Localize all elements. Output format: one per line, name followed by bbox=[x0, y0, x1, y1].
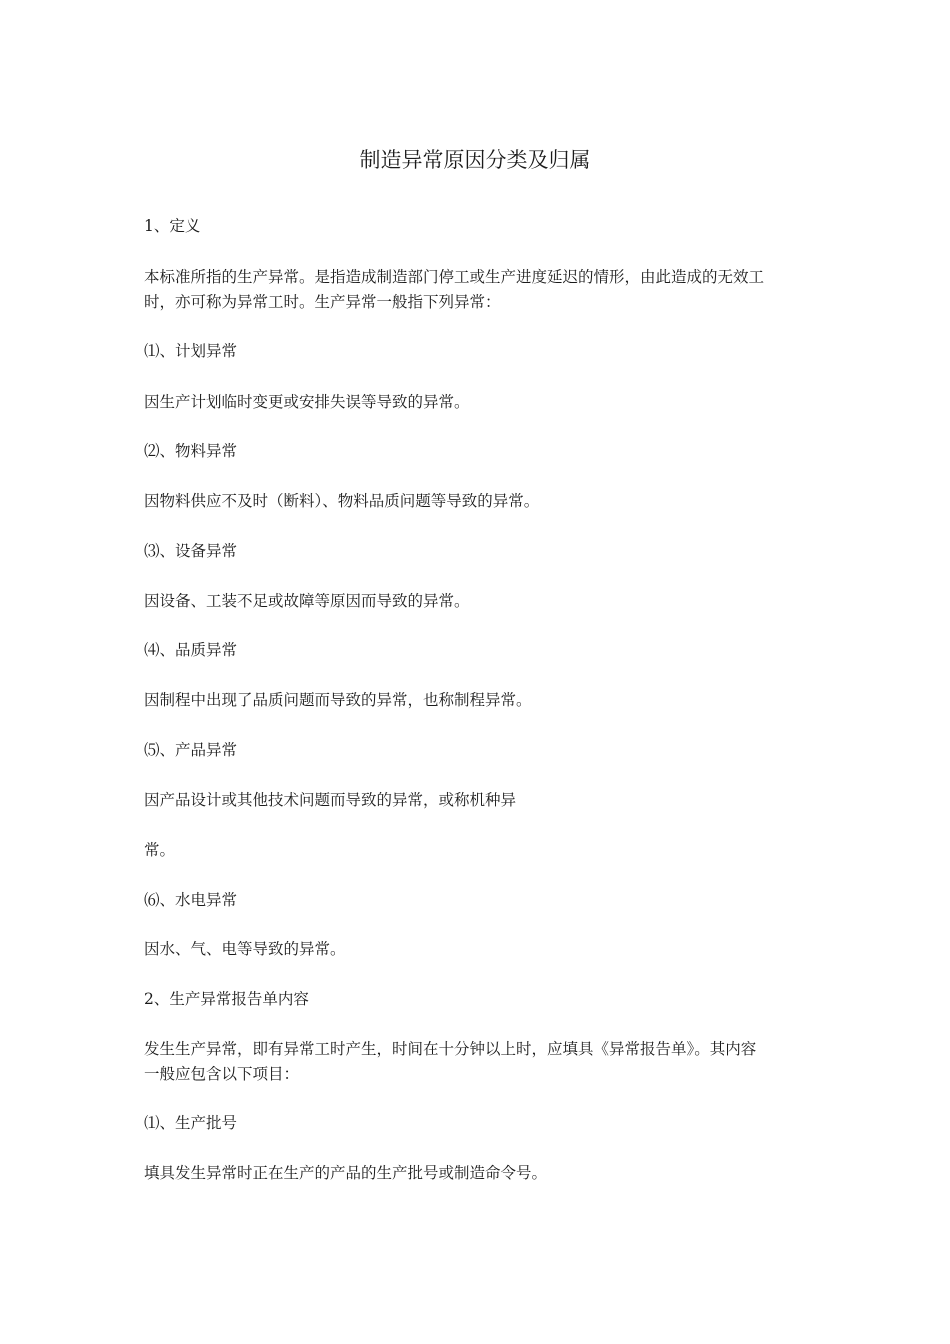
subheading-product-exception: ⑸、产品异常 bbox=[144, 741, 238, 759]
paragraph-line: 填具发生异常时正在生产的产品的生产批号或制造命令号。 bbox=[144, 1164, 548, 1182]
paragraph-line: 本标准所指的生产异常。是指造成制造部门停工或生产进度延迟的情形，由此造成的无效工 bbox=[144, 268, 765, 286]
subheading-material-exception: ⑵、物料异常 bbox=[144, 442, 238, 460]
paragraph-line: 因生产计划临时变更或安排失误等导致的异常。 bbox=[144, 393, 470, 411]
paragraph-line: 发生生产异常，即有异常工时产生，时间在十分钟以上时，应填具《异常报告单》。其内容 bbox=[144, 1040, 757, 1058]
document-title: 制造异常原因分类及归属 bbox=[359, 148, 591, 172]
subheading-equipment-exception: ⑶、设备异常 bbox=[144, 542, 238, 560]
subheading-quality-exception: ⑷、品质异常 bbox=[144, 641, 238, 659]
section-heading-definition: 1、定义 bbox=[144, 217, 201, 235]
paragraph-line: 因水、气、电等导致的异常。 bbox=[144, 940, 346, 958]
subheading-utility-exception: ⑹、水电异常 bbox=[144, 891, 238, 909]
subheading-batch-number: ⑴、生产批号 bbox=[144, 1114, 238, 1132]
paragraph-line: 因物料供应不及时（断料）、物料品质问题等导致的异常。 bbox=[144, 492, 540, 510]
paragraph-line: 一般应包含以下项目： bbox=[144, 1065, 300, 1083]
subheading-plan-exception: ⑴、计划异常 bbox=[144, 342, 238, 360]
paragraph-line: 常。 bbox=[144, 841, 176, 859]
section-heading-report-content: 2、生产异常报告单内容 bbox=[144, 990, 309, 1008]
paragraph-line: 因制程中出现了品质问题而导致的异常，也称制程异常。 bbox=[144, 691, 532, 709]
paragraph-line: 因产品设计或其他技术问题而导致的异常，或称机种异 bbox=[144, 791, 517, 809]
paragraph-line: 因设备、工装不足或故障等原因而导致的异常。 bbox=[144, 592, 470, 610]
paragraph-line: 时，亦可称为异常工时。生产异常一般指下列异常： bbox=[144, 293, 501, 311]
